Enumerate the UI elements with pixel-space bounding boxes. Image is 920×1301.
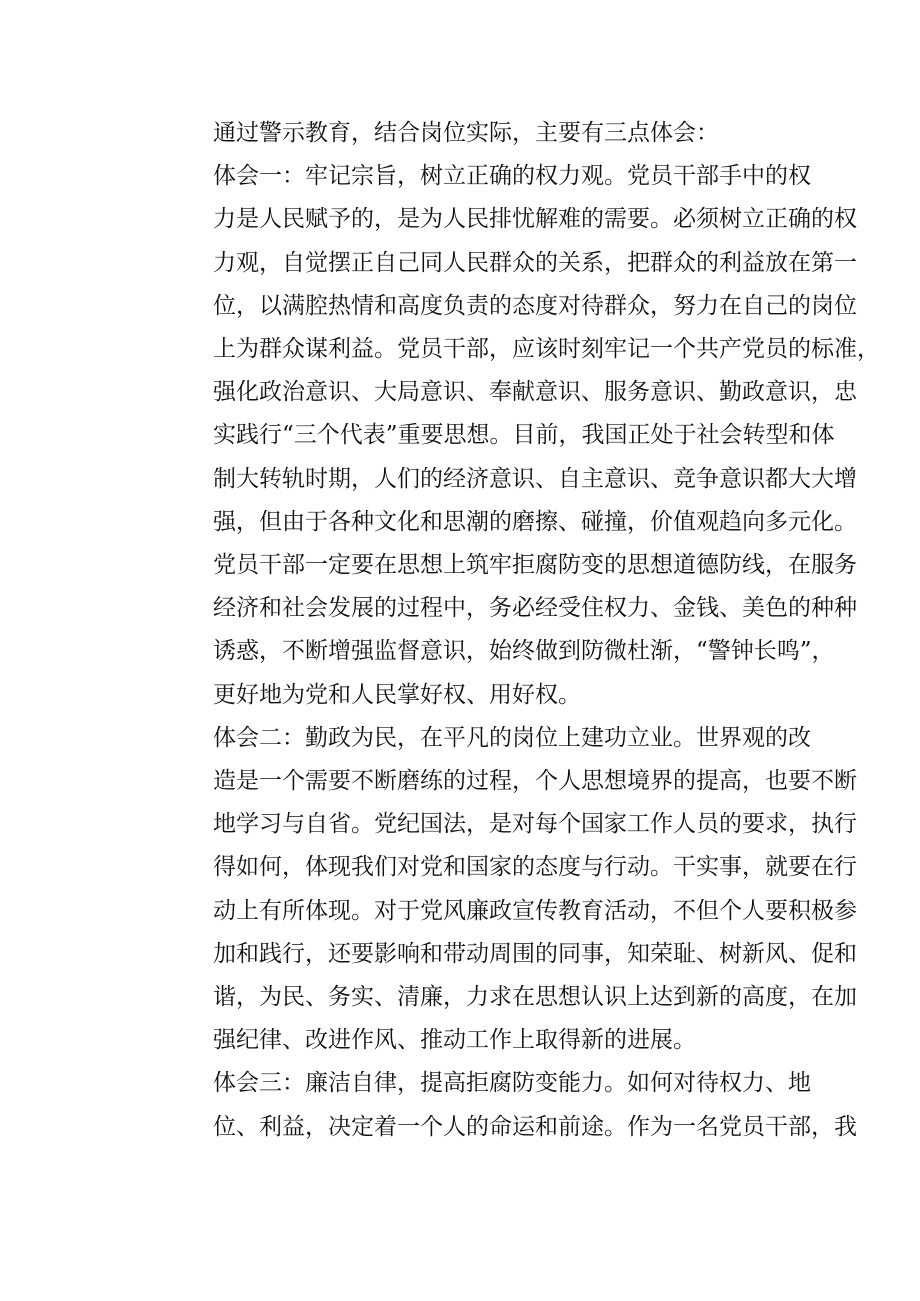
section-1-line: 实践行“三个代表”重要思想。目前，我国正处于社会转型和体 [213, 422, 835, 449]
section-1-line: 制大转轨时期，人们的经济意识、自主意识、竞争意识都大大增 [213, 465, 857, 492]
section-2-line: 造是一个需要不断磨练的过程，个人思想境界的提高，也要不断 [213, 768, 857, 795]
section-1-line: 体会一：牢记宗旨，树立正确的权力观。党员干部手中的权 [213, 163, 811, 190]
section-1-line: 强，但由于各种文化和思潮的磨擦、碰撞，价值观趋向多元化。 [213, 508, 857, 535]
section-1-line: 位，以满腔热情和高度负责的态度对待群众，努力在自己的岗位 [213, 292, 857, 319]
section-2-line: 加和践行，还要影响和带动周围的同事，知荣耻、树新风、促和 [213, 940, 857, 967]
section-2-line: 谐，为民、务实、清廉，力求在思想认识上达到新的高度，在加 [213, 984, 857, 1011]
section-3-paragraph [167, 1062, 857, 1148]
section-1-line: 党员干部一定要在思想上筑牢拒腐防变的思想道德防线，在服务 [213, 552, 857, 579]
intro-paragraph [167, 112, 787, 155]
section-2-paragraph [167, 717, 857, 1063]
section-1-line: 经济和社会发展的过程中，务必经受住权力、金钱、美色的种种 [213, 595, 857, 622]
section-1-line: 诱惑，不断增强监督意识，始终做到防微杜渐，“警钟长鸣”， [213, 638, 835, 665]
section-1-line: 力是人民赋予的，是为人民排忧解难的需要。必须树立正确的权 [213, 206, 857, 233]
section-1-paragraph [167, 155, 880, 717]
section-3-line: 体会三：廉洁自律，提高拒腐防变能力。如何对待权力、地 [213, 1070, 811, 1097]
section-2-line: 体会二：勤政为民，在平凡的岗位上建功立业。世界观的改 [213, 724, 811, 751]
section-2-line: 地学习与自省。党纪国法，是对每个国家工作人员的要求，执行 [213, 811, 857, 838]
section-2-line: 强纪律、改进作风、推动工作上取得新的进展。 [213, 1027, 696, 1054]
section-1-line: 力观，自觉摆正自己同人民群众的关系，把群众的利益放在第一 [213, 249, 857, 276]
section-2-line: 动上有所体现。对于党风廉政宣传教育活动，不但个人要积极参 [213, 897, 857, 924]
section-1-line: 上为群众谋利益。党员干部，应该时刻牢记一个共产党员的标准， [213, 336, 880, 363]
section-3-line: 位、利益，决定着一个人的命运和前途。作为一名党员干部，我 [213, 1113, 857, 1140]
document-body [167, 112, 880, 1149]
intro-line: 通过警示教育，结合岗位实际，主要有三点体会： [213, 120, 719, 146]
section-2-line: 得如何，体现我们对党和国家的态度与行动。干实事，就要在行 [213, 854, 857, 881]
section-1-line: 更好地为党和人民掌好权、用好权。 [213, 681, 581, 708]
section-1-line: 强化政治意识、大局意识、奉献意识、服务意识、勤政意识，忠 [213, 379, 857, 406]
